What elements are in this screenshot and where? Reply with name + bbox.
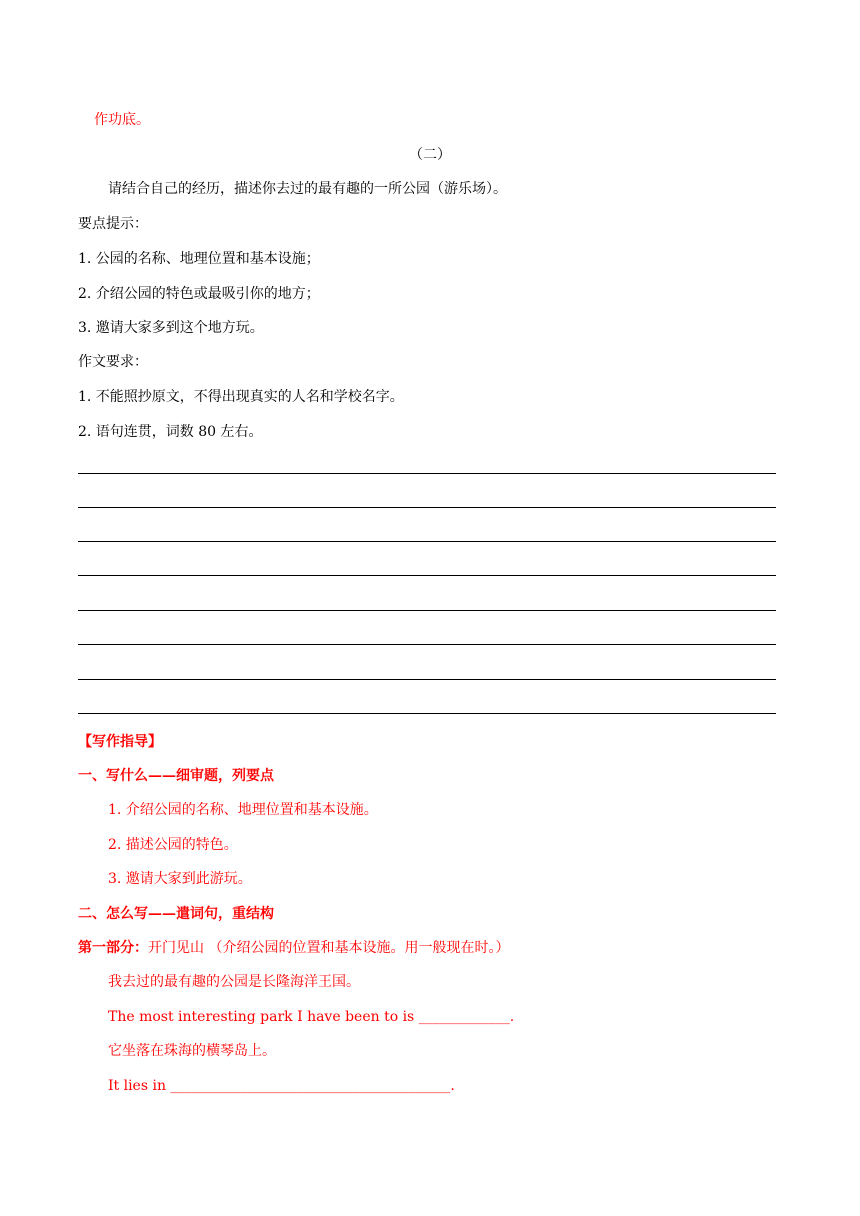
section1-label: 第一部分：	[78, 940, 148, 956]
guide-heading: 【写作指导】	[78, 734, 162, 750]
answer-line[interactable]	[78, 541, 776, 542]
point-item: 2. 介绍公园的特色或最吸引你的地方；	[78, 286, 320, 302]
answer-line[interactable]	[78, 713, 776, 714]
example-sentence: 它坐落在珠海的横琴岛上。	[108, 1043, 276, 1059]
answer-line[interactable]	[78, 575, 776, 576]
points-heading: 要点提示：	[78, 216, 148, 232]
requirement-item: 2. 语句连贯，词数 80 左右。	[78, 424, 263, 440]
requirements-heading: 作文要求：	[78, 354, 148, 370]
part1-item: 1. 介绍公园的名称、地理位置和基本设施。	[108, 802, 378, 818]
answer-line[interactable]	[78, 610, 776, 611]
answer-line[interactable]	[78, 644, 776, 645]
part1-item: 3. 邀请大家到此游玩。	[108, 871, 252, 887]
previous-text-tail: 作功底。	[94, 112, 150, 128]
example-sentence: The most interesting park I have been to is _____________.	[108, 1009, 515, 1025]
example-sentence: 我去过的最有趣的公园是长隆海洋王国。	[108, 974, 360, 990]
answer-line[interactable]	[78, 473, 776, 474]
part2-heading: 二、怎么写——遣词句，重结构	[78, 906, 274, 922]
section-title: （二）	[409, 147, 451, 163]
part1-heading: 一、写什么——细审题，列要点	[78, 768, 274, 784]
writing-prompt: 请结合自己的经历，描述你去过的最有趣的一所公园（游乐场）。	[108, 181, 507, 197]
example-sentence: It lies in ________________________________________.	[108, 1078, 455, 1094]
section1-line	[78, 938, 509, 958]
point-item: 1. 公园的名称、地理位置和基本设施；	[78, 251, 320, 267]
part1-item: 2. 描述公园的特色。	[108, 837, 238, 853]
section1-desc: 开门见山 （介绍公园的位置和基本设施。用一般现在时。）	[148, 940, 510, 956]
requirement-item: 1. 不能照抄原文，不得出现真实的人名和学校名字。	[78, 389, 404, 405]
point-item: 3. 邀请大家多到这个地方玩。	[78, 320, 264, 336]
answer-line[interactable]	[78, 679, 776, 680]
answer-line[interactable]	[78, 507, 776, 508]
